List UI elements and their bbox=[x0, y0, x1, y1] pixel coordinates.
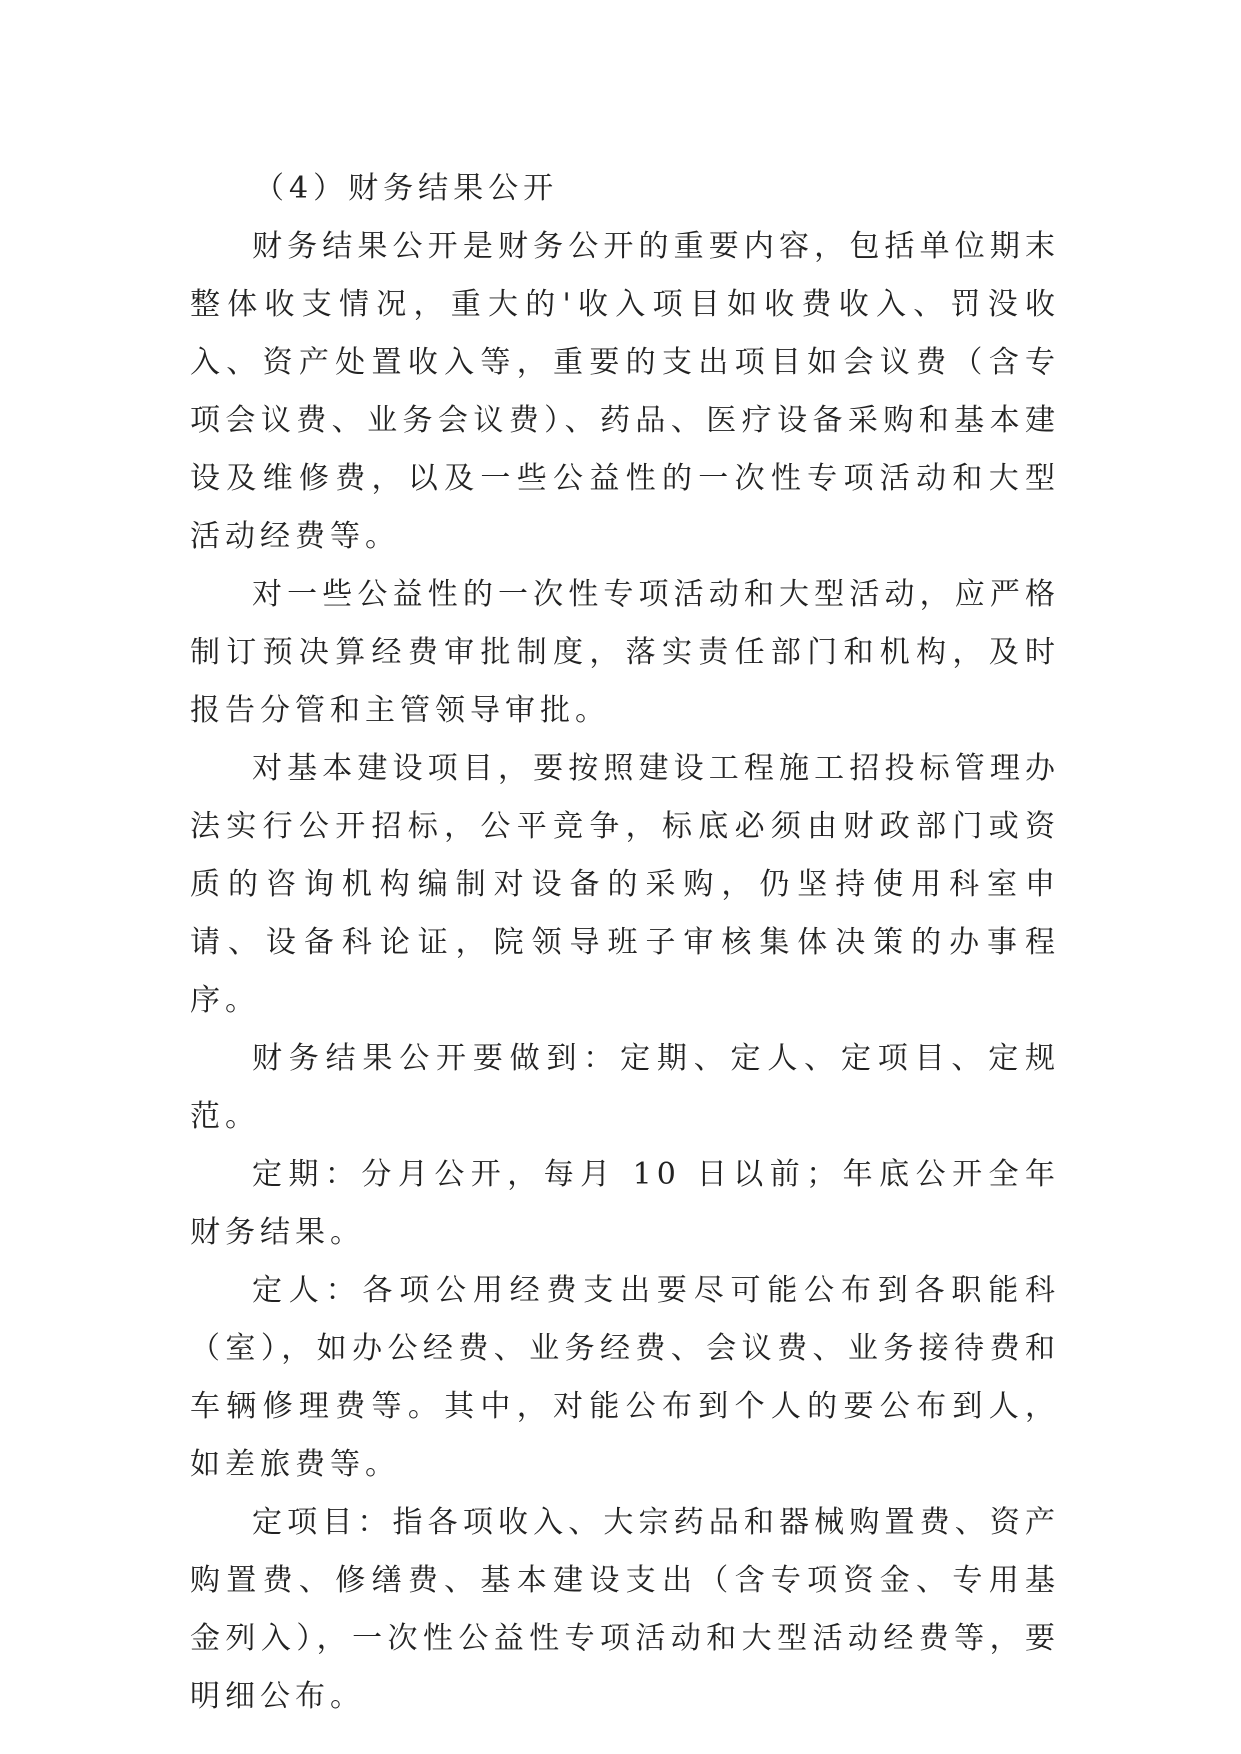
paragraph-special-activities: 对一些公益性的一次性专项活动和大型活动，应严格制订预决算经费审批制度，落实责任部门和机构，及时报告分管和主管领导审批。 bbox=[190, 577, 1060, 728]
paragraph-requirements: 财务结果公开要做到：定期、定人、定项目、定规范。 bbox=[190, 1041, 1060, 1134]
paragraph-overview: 财务结果公开是财务公开的重要内容，包括单位期末整体收支情况，重大的'收入项目如收费收入、罚没收入、资产处置收入等，重要的支出项目如会议费（含专项会议费、业务会议费）、药品、医疗设备采购和基本建设及维修费，以及一些公益性的一次性专项活动和大型活动经费等。 bbox=[190, 229, 1060, 554]
paragraph-fixed-items: 定项目：指各项收入、大宗药品和器械购置费、资产购置费、修缮费、基本建设支出（含专项资金、专用基金列入），一次性公益性专项活动和大型活动经费等，要明细公布。 bbox=[190, 1505, 1060, 1714]
section-heading: （4）财务结果公开 bbox=[254, 171, 559, 206]
document-body bbox=[190, 160, 1060, 1726]
paragraph-fixed-period: 定期：分月公开，每月 10 日以前；年底公开全年财务结果。 bbox=[190, 1157, 1060, 1250]
paragraph-fixed-person: 定人：各项公用经费支出要尽可能公布到各职能科（室），如办公经费、业务经费、会议费、业务接待费和车辆修理费等。其中，对能公布到个人的要公布到人，如差旅费等。 bbox=[190, 1273, 1060, 1482]
paragraph-construction: 对基本建设项目，要按照建设工程施工招投标管理办法实行公开招标，公平竞争，标底必须由财政部门或资质的咨询机构编制对设备的采购，仍坚持使用科室申请、设备科论证，院领导班子审核集体决策的办事程序。 bbox=[190, 751, 1060, 1018]
